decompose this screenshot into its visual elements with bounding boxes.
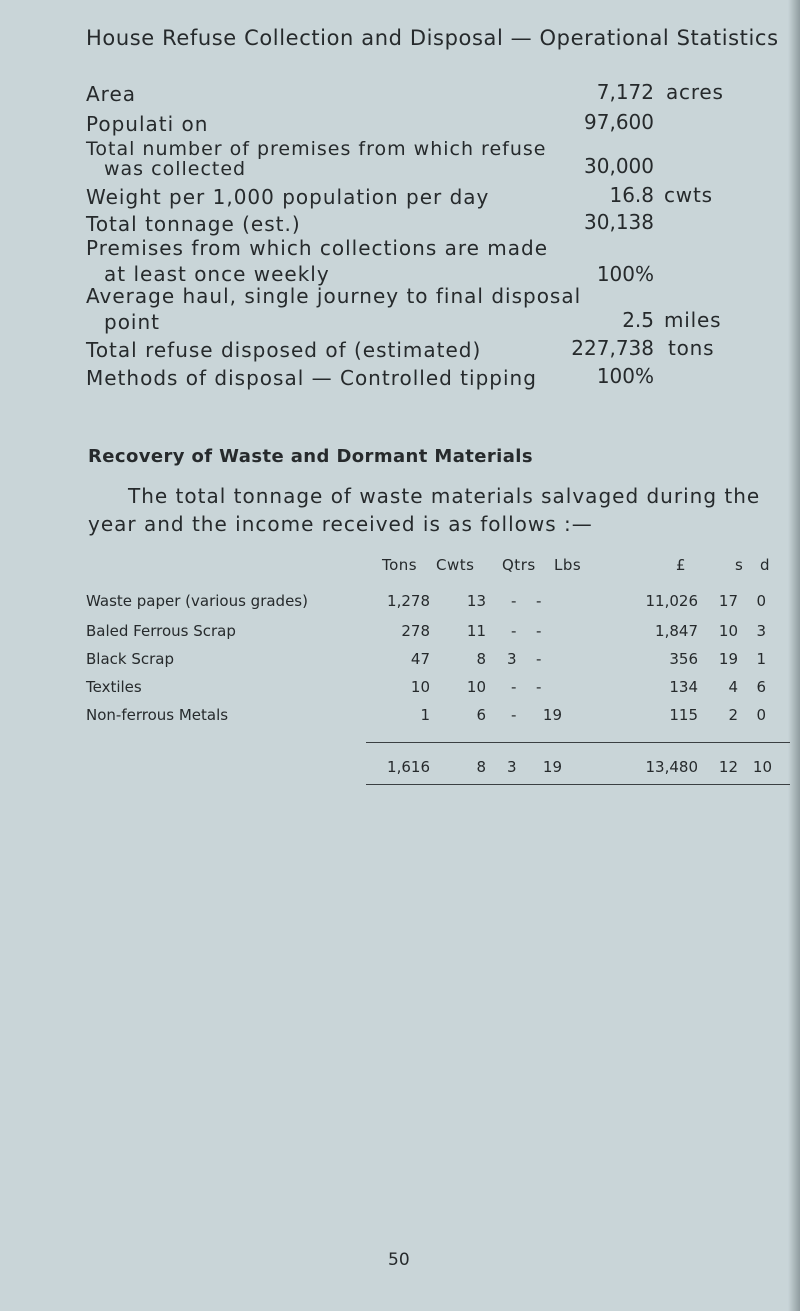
- stat-unit-weight: cwts: [664, 183, 713, 207]
- page-number: 50: [388, 1250, 410, 1270]
- cell-qtrs: -: [511, 592, 517, 610]
- cell-pence: 6: [756, 678, 766, 696]
- column-header-pounds: £: [676, 556, 687, 574]
- cell-shillings: 4: [728, 678, 738, 696]
- stat-value-premises: 30,000: [584, 154, 654, 178]
- stat-value-area: 7,172: [596, 80, 654, 104]
- total-tons: 1,616: [387, 758, 430, 776]
- cell-tons: 10: [410, 678, 430, 696]
- cell-pence: 0: [756, 706, 766, 724]
- stat-value-disposal-method: 100%: [596, 364, 654, 388]
- cell-pounds: 11,026: [645, 592, 698, 610]
- cell-tons: 1: [420, 706, 430, 724]
- cell-pounds: 1,847: [655, 622, 698, 640]
- cell-cwts: 11: [466, 622, 486, 640]
- stat-label-tonnage: Total tonnage (est.): [86, 212, 301, 236]
- cell-shillings: 17: [718, 592, 738, 610]
- row-item-label: Waste paper (various grades): [86, 592, 308, 610]
- stat-value-haul: 2.5: [622, 308, 654, 332]
- stat-unit-haul: miles: [664, 308, 722, 332]
- intro-paragraph-line2: year and the income received is as follows :—: [88, 512, 593, 536]
- page-title: House Refuse Collection and Disposal — Operational Statistics: [86, 26, 779, 50]
- cell-pence: 3: [756, 622, 766, 640]
- stat-label-weekly-line2: at least once weekly: [104, 262, 330, 286]
- column-header-qtrs: Qtrs: [502, 556, 536, 574]
- row-item-label: Black Scrap: [86, 650, 175, 668]
- stat-unit-area: acres: [666, 80, 724, 104]
- stat-label-weight: Weight per 1,000 population per day: [86, 185, 490, 209]
- cell-lbs: -: [536, 678, 542, 696]
- row-item-label: Baled Ferrous Scrap: [86, 622, 236, 640]
- cell-qtrs: 3: [507, 650, 517, 668]
- cell-shillings: 2: [728, 706, 738, 724]
- stat-value-weekly: 100%: [596, 262, 654, 286]
- total-cwts: 8: [476, 758, 486, 776]
- stat-value-population: 97,600: [584, 110, 654, 134]
- stat-value-refuse-disposed: 227,738: [571, 336, 654, 360]
- total-lbs: 19: [542, 758, 562, 776]
- total-shillings: 12: [718, 758, 738, 776]
- total-bottom-rule: [366, 784, 790, 785]
- cell-pounds: 134: [669, 678, 698, 696]
- stat-label-area: Area: [86, 82, 137, 106]
- cell-cwts: 10: [466, 678, 486, 696]
- stat-label-refuse-disposed: Total refuse disposed of (estimated): [86, 338, 482, 362]
- cell-lbs: -: [536, 650, 542, 668]
- stat-label-premises-line1: Total number of premises from which refuse: [86, 138, 547, 160]
- stat-label-disposal-method: Methods of disposal — Controlled tipping: [86, 366, 537, 390]
- row-item-label: Textiles: [86, 678, 142, 696]
- cell-lbs: 19: [542, 706, 562, 724]
- stat-label-premises-line2: was collected: [104, 158, 247, 180]
- cell-qtrs: -: [511, 622, 517, 640]
- page-edge-shadow: [788, 0, 800, 1311]
- total-top-rule: [366, 742, 790, 743]
- column-header-shillings: s: [735, 556, 744, 574]
- stat-value-weight: 16.8: [609, 183, 654, 207]
- column-header-pence: d: [760, 556, 771, 574]
- cell-lbs: -: [536, 622, 542, 640]
- column-header-lbs: Lbs: [554, 556, 582, 574]
- cell-shillings: 19: [718, 650, 738, 668]
- cell-cwts: 8: [476, 650, 486, 668]
- intro-paragraph-line1: The total tonnage of waste materials salvaged during the: [128, 484, 761, 508]
- stat-label-haul-line1: Average haul, single journey to final disposal: [86, 284, 582, 308]
- section-heading: Recovery of Waste and Dormant Materials: [88, 446, 533, 467]
- cell-cwts: 13: [466, 592, 486, 610]
- column-header-tons: Tons: [382, 556, 418, 574]
- cell-qtrs: -: [511, 706, 517, 724]
- stat-label-haul-line2: point: [104, 310, 161, 334]
- column-header-cwts: Cwts: [436, 556, 475, 574]
- cell-tons: 1,278: [387, 592, 430, 610]
- cell-tons: 278: [401, 622, 430, 640]
- cell-pounds: 356: [669, 650, 698, 668]
- cell-tons: 47: [410, 650, 430, 668]
- cell-pence: 1: [756, 650, 766, 668]
- row-item-label: Non-ferrous Metals: [86, 706, 229, 724]
- cell-pence: 0: [756, 592, 766, 610]
- stat-label-population: Populati on: [86, 112, 209, 136]
- cell-lbs: -: [536, 592, 542, 610]
- cell-qtrs: -: [511, 678, 517, 696]
- cell-cwts: 6: [476, 706, 486, 724]
- stat-unit-refuse-disposed: tons: [668, 336, 715, 360]
- cell-pounds: 115: [669, 706, 698, 724]
- total-pence: 10: [752, 758, 772, 776]
- total-pounds: 13,480: [645, 758, 698, 776]
- stat-value-tonnage: 30,138: [584, 210, 654, 234]
- cell-shillings: 10: [718, 622, 738, 640]
- total-qtrs: 3: [507, 758, 517, 776]
- stat-label-weekly-line1: Premises from which collections are made: [86, 236, 549, 260]
